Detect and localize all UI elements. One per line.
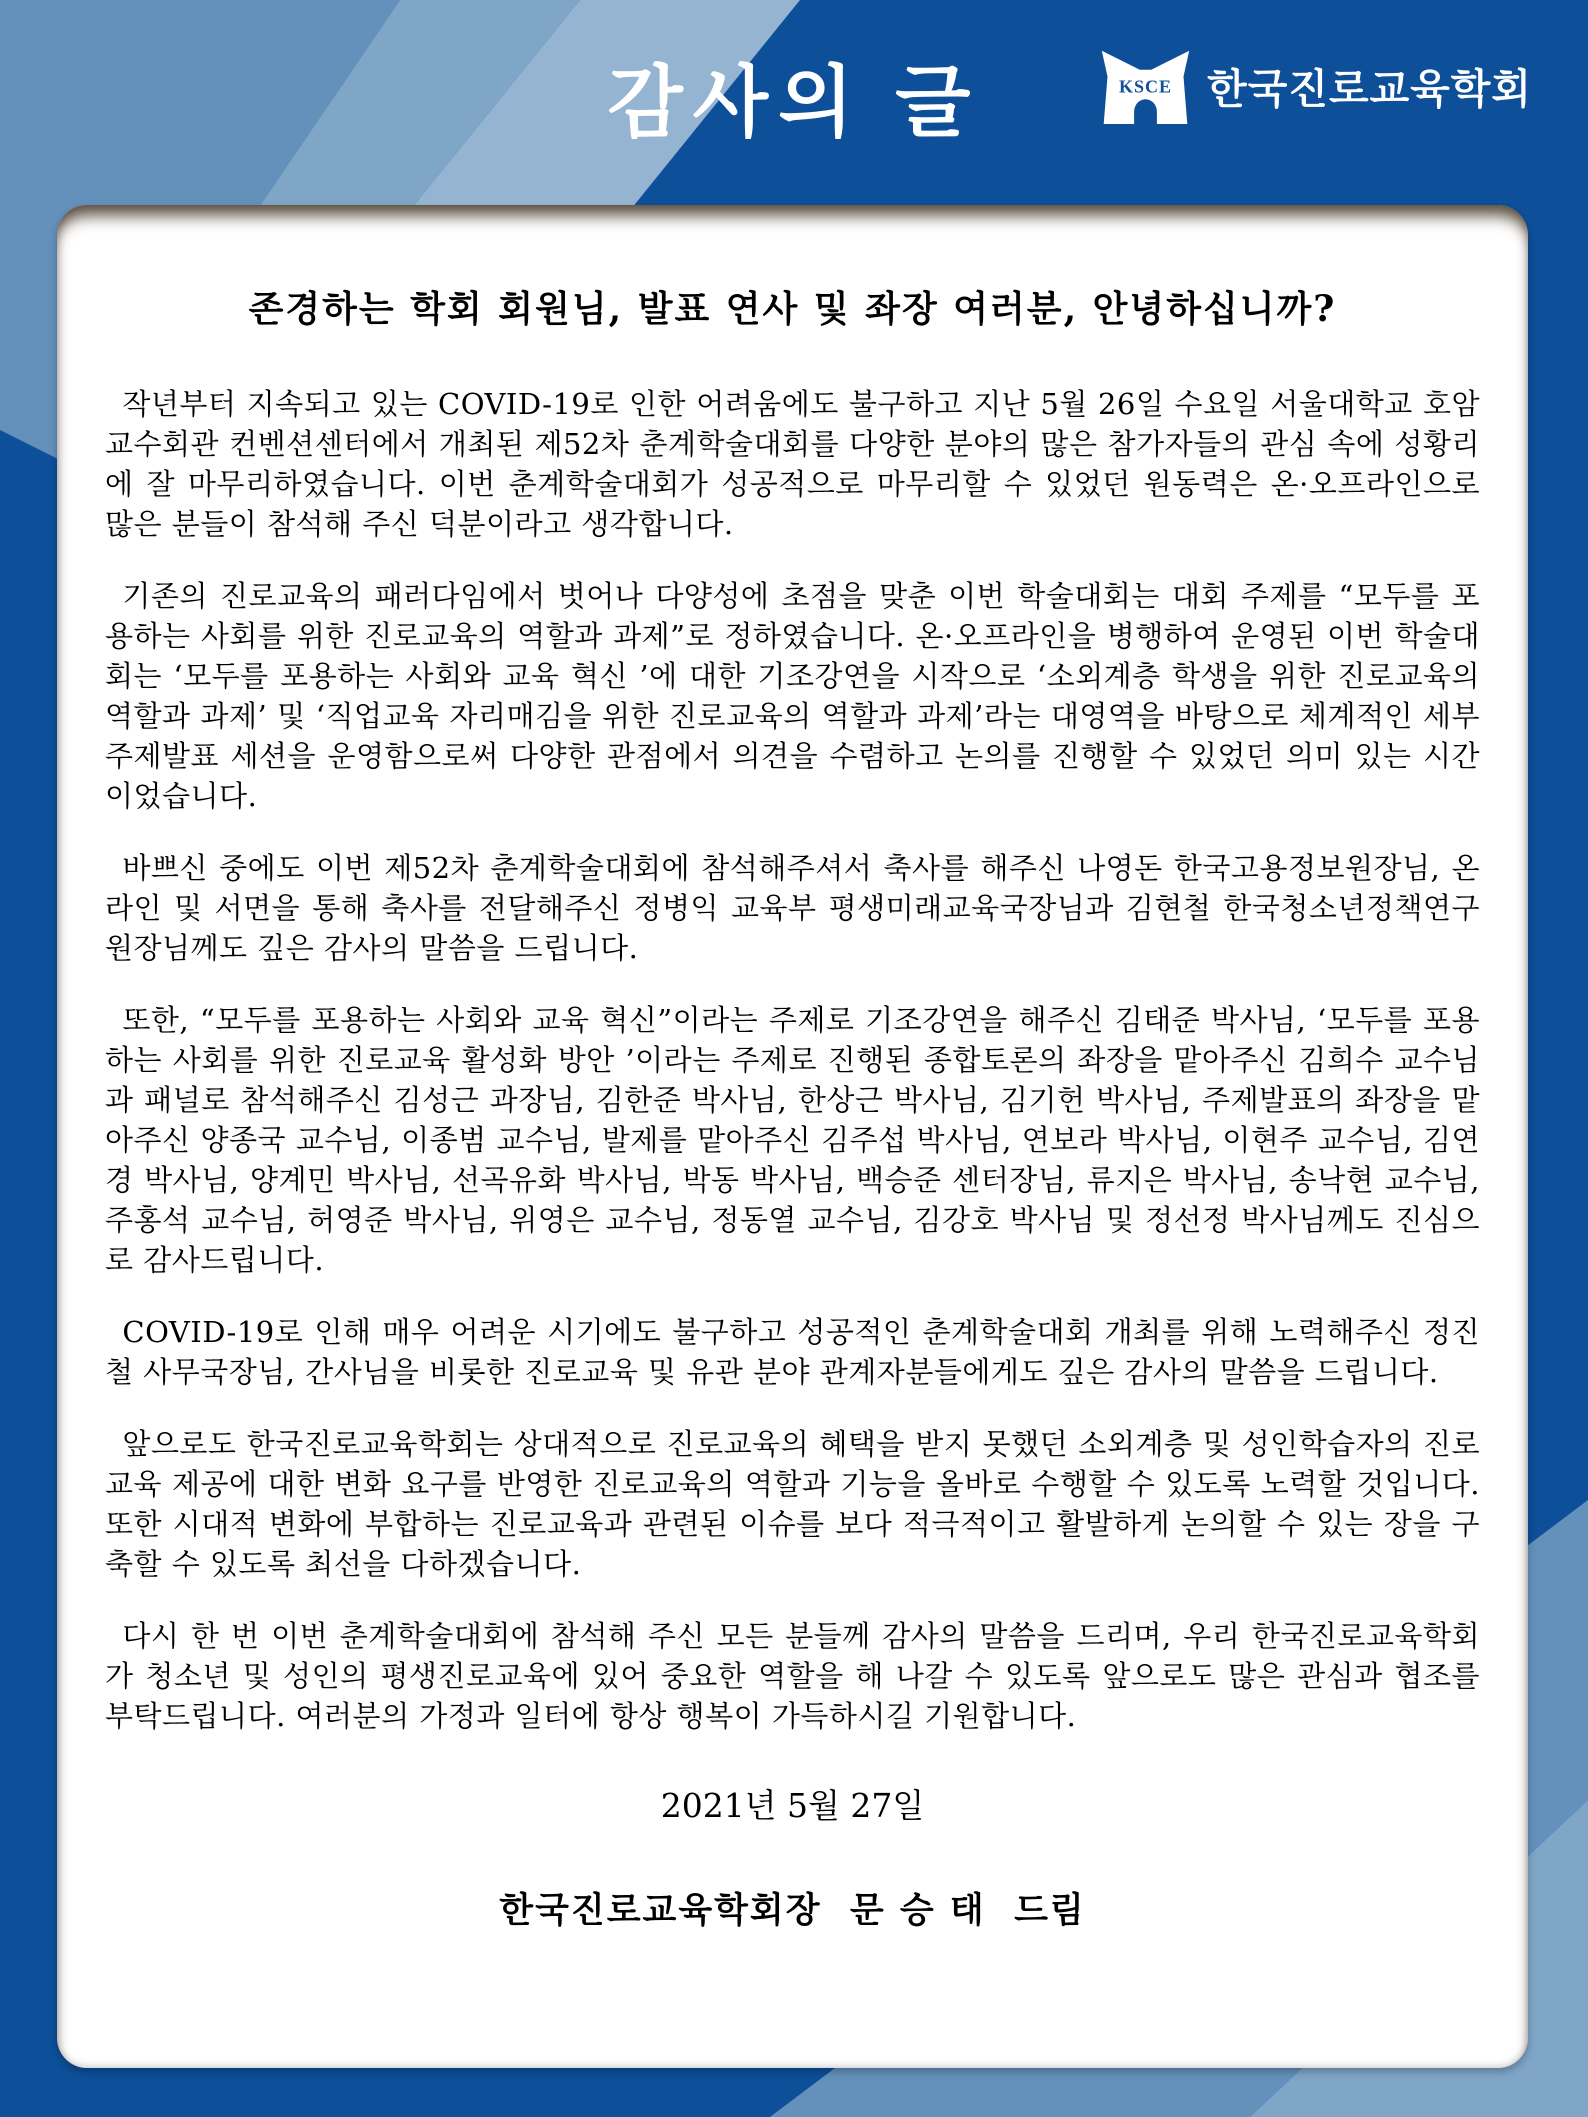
- letter-body: [105, 384, 1480, 1736]
- letter-paragraph: 다시 한 번 이번 춘계학술대회에 참석해 주신 모든 분들께 감사의 말씀을 드리며, 우리 한국진로교육학회가 청소년 및 성인의 평생진로교육에 있어 중요한 역할을 해 나갈 수 있도록 앞으로도 많은 관심과 협조를 부탁드립니다. 여러분의 가정과 일터에 항상 행복이 가득하시길 기원합니다.: [105, 1619, 1480, 1733]
- letter-paragraph: 기존의 진로교육의 패러다임에서 벗어나 다양성에 초점을 맞춘 이번 학술대회는 대회 주제를 “모두를 포용하는 사회를 위한 진로교육의 역할과 과제”로 정하였습니다. 온·오프라인을 병행하여 운영된 이번 학술대회는 ‘모두를 포용하는 사회와 교육 혁신 ’에 대한 기조강연을 시작으로 ‘소외계층 학생을 위한 진로교육의 역할과 과제’ 및 ‘직업교육 자리매김을 위한 진로교육의 역할과 과제’라는 대영역을 바탕으로 체계적인 세부 주제발표 세션을 운영함으로써 다양한 관점에서 의견을 수렴하고 논의를 진행할 수 있었던 의미 있는 시간이었습니다.: [105, 579, 1480, 813]
- letter-paragraph: 작년부터 지속되고 있는 COVID-19로 인한 어려움에도 불구하고 지난 5월 26일 수요일 서울대학교 호암교수회관 컨벤션센터에서 개최된 제52차 춘계학술대회를 다양한 분야의 많은 참가자들의 관심 속에 성황리에 잘 마무리하였습니다. 이번 춘계학술대회가 성공적으로 마무리할 수 있었던 원동력은 온·오프라인으로 많은 분들이 참석해 주신 덕분이라고 생각합니다.: [105, 387, 1480, 541]
- ksce-acronym-label: KSCE: [1119, 76, 1173, 97]
- letter-greeting: 존경하는 학회 회원님, 발표 연사 및 좌장 여러분, 안녕하십니까?: [248, 288, 1337, 330]
- letter-signature: 한국진로교육학회장 문 승 태 드림: [499, 1890, 1086, 1931]
- ksce-logo: [1098, 42, 1532, 128]
- org-name-label: 한국진로교육학회: [1207, 65, 1532, 112]
- letter-date: 2021년 5월 27일: [660, 1786, 925, 1825]
- letter-paragraph: 또한, “모두를 포용하는 사회와 교육 혁신”이라는 주제로 기조강연을 해주신 김태준 박사님, ‘모두를 포용하는 사회를 위한 진로교육 활성화 방안 ’이라는 주제로 진행된 종합토론의 좌장을 맡아주신 김희수 교수님과 패널로 참석해주신 김성근 과장님, 김한준 박사님, 한상근 박사님, 김기헌 박사님, 주제발표의 좌장을 맡아주신 양종국 교수님, 이종범 교수님, 발제를 맡아주신 김주섭 박사님, 연보라 박사님, 이현주 교수님, 김연경 박사님, 양계민 박사님, 선곡유화 박사님, 박동 박사님, 백승준 센터장님, 류지은 박사님, 송낙현 교수님, 주홍석 교수님, 허영준 박사님, 위영은 교수님, 정동열 교수님, 김강호 박사님 및 정선정 박사님께도 진심으로 감사드립니다.: [105, 1003, 1480, 1277]
- letter-card: [57, 205, 1528, 2068]
- letter-paragraph: 앞으로도 한국진로교육학회는 상대적으로 진로교육의 혜택을 받지 못했던 소외계층 및 성인학습자의 진로교육 제공에 대한 변화 요구를 반영한 진로교육의 역할과 기능을 올바로 수행할 수 있도록 노력할 것입니다. 또한 시대적 변화에 부합하는 진로교육과 관련된 이슈를 보다 적극적이고 활발하게 논의할 수 있는 장을 구축할 수 있도록 최선을 다하겠습니다.: [105, 1427, 1480, 1581]
- letter-paragraph: COVID-19로 인해 매우 어려운 시기에도 불구하고 성공적인 춘계학술대회 개최를 위해 노력해주신 정진철 사무국장님, 간사님을 비롯한 진로교육 및 유관 분야 관계자분들에게도 깊은 감사의 말씀을 드립니다.: [105, 1315, 1480, 1389]
- page-title: 감사의 글: [607, 58, 981, 146]
- letter-paragraph: 바쁘신 중에도 이번 제52차 춘계학술대회에 참석해주셔서 축사를 해주신 나영돈 한국고용정보원장님, 온라인 및 서면을 통해 축사를 전달해주신 정병익 교육부 평생미래교육국장님과 김현철 한국청소년정책연구원장님께도 깊은 감사의 말씀을 드립니다.: [105, 851, 1480, 965]
- ksce-gate-icon: [1098, 42, 1193, 128]
